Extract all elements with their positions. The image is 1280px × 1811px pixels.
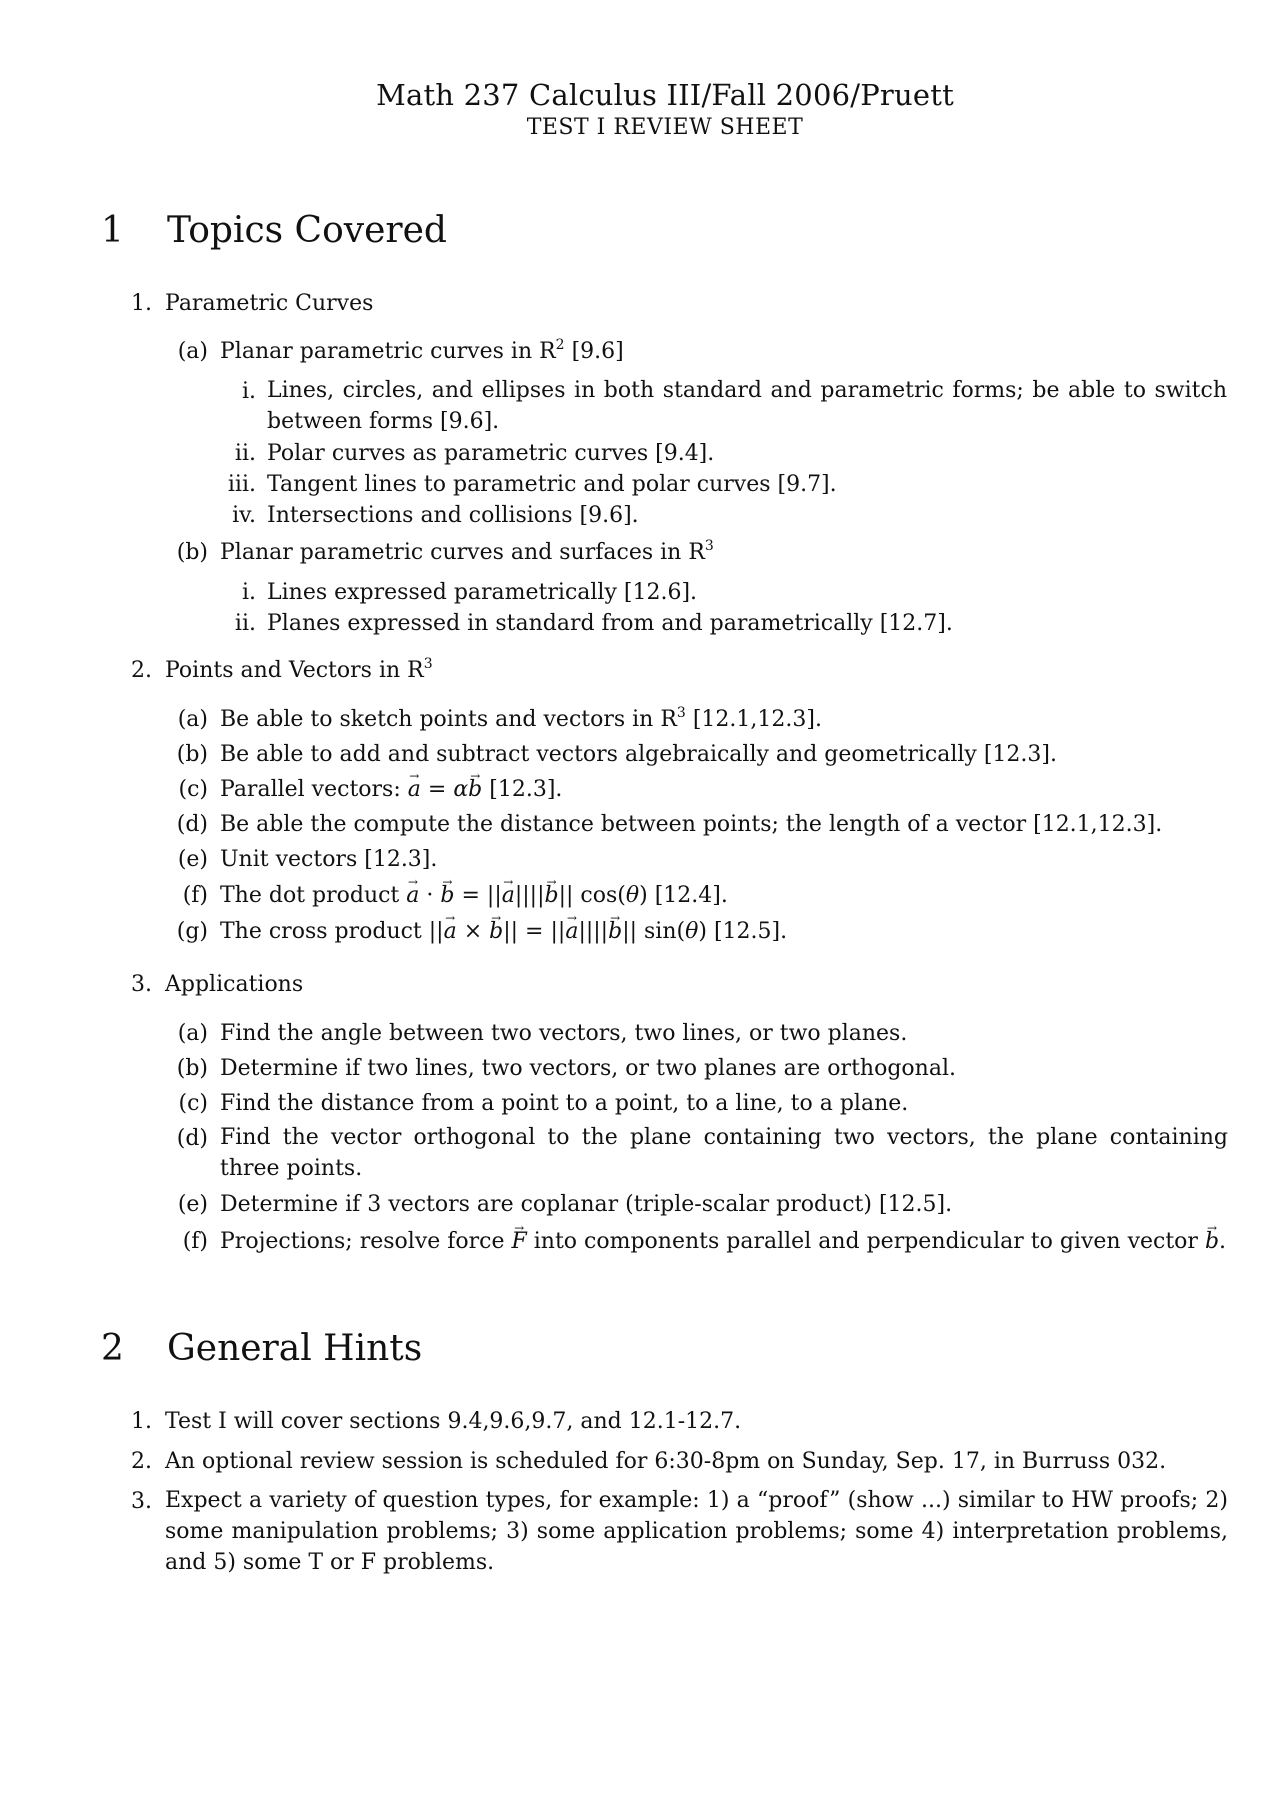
item-2f-text: The dot product a → · b → = ||a →||||b →|| cos(θ) [12.4]. [220, 882, 728, 910]
section-1-number: 1 [101, 210, 124, 251]
document-title: Math 237 Calculus III/Fall 2006/Pruett [376, 78, 954, 112]
item-3e-label: (e) [177, 1192, 208, 1217]
item-1a-iv-label: iv. [232, 503, 256, 528]
item-2b-label: (b) [176, 742, 208, 767]
hint-1-label: 1. [131, 1409, 152, 1434]
hint-3-label: 3. [131, 1489, 152, 1514]
item-1a-ii-label: ii. [234, 441, 256, 466]
item-3a-text: Find the angle between two vectors, two lines, or two planes. [220, 1021, 908, 1046]
item-3e-text: Determine if 3 vectors are coplanar (triple-scalar product) [12.5]. [220, 1192, 953, 1217]
item-3d-text: Find the vector orthogonal to the plane containing two vectors, the plane containing three points. [220, 1125, 1228, 1181]
item-2c-label: (c) [178, 777, 208, 802]
cross-product-formula: ||a → × b →|| = ||a →||||b →|| sin(θ) [429, 919, 707, 944]
hint-2-text: An optional review session is scheduled for 6:30-8pm on Sunday, Sep. 17, in Burruss 032. [165, 1449, 1167, 1474]
item-2d-text: Be able the compute the distance between points; the length of a vector [12.1,12.3]. [220, 812, 1163, 837]
item-1b-text: Planar parametric curves and surfaces in $R^3$ [220, 538, 714, 565]
hint-1-text: Test I will cover sections 9.4,9.6,9.7, and 12.1-12.7. [165, 1409, 742, 1434]
item-1-label: 1. [131, 291, 152, 316]
item-3b-label: (b) [176, 1056, 208, 1081]
item-2b-text: Be able to add and subtract vectors algebraically and geometrically [12.3]. [220, 742, 1057, 767]
item-1a-text: Planar parametric curves in $R^2$ [9.6] [220, 337, 624, 364]
section-2-title: General Hints [167, 1328, 423, 1369]
item-2a-label: (a) [177, 707, 208, 732]
item-2-text: Points and Vectors in $R^3$ [165, 656, 433, 683]
item-3c-text: Find the distance from a point to a point, to a line, to a plane. [220, 1091, 909, 1116]
item-3f-label: (f) [182, 1229, 208, 1254]
item-3f-text: Projections; resolve force F → into components parallel and perpendicular to given vector b →. [220, 1228, 1226, 1256]
section-2-number: 2 [101, 1328, 124, 1369]
item-1a-i-label: i. [241, 379, 256, 404]
item-2c-text: Parallel vectors: a → = αb → [12.3]. [220, 776, 562, 804]
document-subtitle: TEST I REVIEW SHEET [526, 115, 804, 140]
item-3a-label: (a) [177, 1021, 208, 1046]
item-3-label: 3. [131, 972, 152, 997]
item-3d-label: (d) [176, 1126, 208, 1151]
item-1-text: Parametric Curves [165, 291, 374, 316]
item-1b-ii-label: ii. [234, 611, 256, 636]
force-vector-symbol: F → [512, 1228, 527, 1256]
item-2g-label: (g) [176, 919, 208, 944]
item-2g-text: The cross product ||a → × b →|| = ||a →||||b →|| sin(θ) [12.5]. [220, 918, 787, 946]
section-1-title: Topics Covered [167, 210, 447, 251]
item-1a-iii-text: Tangent lines to parametric and polar curves [9.7]. [267, 472, 837, 497]
item-2f-label: (f) [182, 883, 208, 908]
item-2-label: 2. [131, 658, 152, 683]
item-1a-label: (a) [177, 339, 208, 364]
item-1a-iii-label: iii. [227, 472, 256, 497]
item-1b-i-text: Lines expressed parametrically [12.6]. [267, 580, 698, 605]
item-1a-iv-text: Intersections and collisions [9.6]. [267, 503, 639, 528]
item-3b-text: Determine if two lines, two vectors, or two planes are orthogonal. [220, 1056, 956, 1081]
hint-2-label: 2. [131, 1449, 152, 1474]
item-1a-ii-text: Polar curves as parametric curves [9.4]. [267, 441, 715, 466]
b-vector-symbol: b → [1205, 1228, 1219, 1256]
item-2e-label: (e) [177, 847, 208, 872]
hint-3-text: Expect a variety of question types, for example: 1) a “proof” (show ...) similar to HW proofs; 2) some manipulation problems; 3) some application problems; some 4) interpretation problems, and 5) some T or F problems. [165, 1488, 1228, 1575]
parallel-formula: a → = αb → [408, 777, 483, 802]
item-2e-text: Unit vectors [12.3]. [220, 847, 438, 872]
item-1a-i-text: Lines, circles, and ellipses in both standard and parametric forms; be able to switch between forms [9.6]. [267, 378, 1227, 434]
item-2a-text: Be able to sketch points and vectors in $R^3$ [12.1,12.3]. [220, 705, 822, 732]
item-2d-label: (d) [176, 812, 208, 837]
item-1b-label: (b) [176, 540, 208, 565]
item-3c-label: (c) [178, 1091, 208, 1116]
item-1b-i-label: i. [241, 580, 256, 605]
item-1b-ii-text: Planes expressed in standard from and parametrically [12.7]. [267, 611, 953, 636]
item-3-text: Applications [165, 972, 304, 997]
dot-product-formula: a → · b → = ||a →||||b →|| cos(θ) [406, 883, 647, 908]
